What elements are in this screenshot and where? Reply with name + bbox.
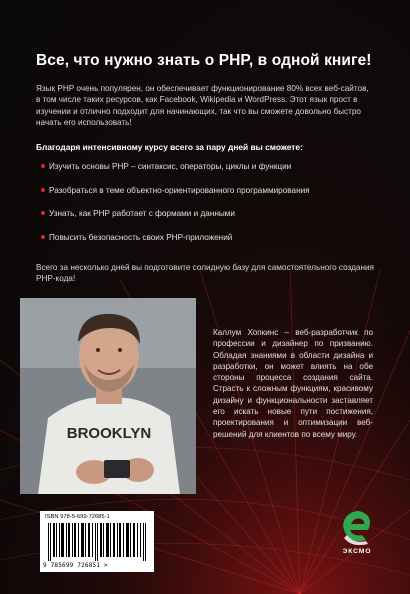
list-item-text: Изучить основы PHP – синтаксис, операторы, циклы и функции [49,162,292,171]
list-item [36,209,374,233]
isbn-barcode [40,511,154,572]
list-item [36,162,374,186]
feature-list [36,162,374,256]
list-item-text: Повысить безопасность своих PHP-приложений [49,232,233,242]
cover-headline: Все, что нужно знать о PHP, в одной книге! [36,52,372,69]
bullet-icon [41,235,45,239]
bullet-icon [41,164,45,168]
summary-paragraph: Всего за несколько дней вы подготовите солидную базу для самостоятельного создания PHP-кода! [36,263,374,284]
list-item-text: Разобраться в теме объектно-ориентированного программирования [49,185,310,195]
isbn-label: ISBN 978-5-699-72685-1 [45,514,110,520]
list-item [36,186,374,210]
author-photo [20,298,196,494]
author-portrait-illustration [20,298,196,494]
eksmo-logo-icon [338,508,376,548]
list-item-text: Узнать, как PHP работает с формами и данными [49,209,235,219]
features-lead: Благодаря интенсивному курсу всего за пару дней вы сможете: [36,142,303,152]
intro-paragraph: Язык PHP очень популярен, он обеспечивает функционирование 80% всех веб-сайтов, в том числе таких ресурсов, как Facebook, Wikipedia и WordPress. Этот язык прост в изучении и отлично подходит для начинающих, так что вы сможете довольно быстро начать его использовать! [36,84,369,128]
barcode-bars [48,523,146,561]
bullet-icon [41,211,45,215]
bullet-icon [41,188,45,192]
barcode-digits: 9 785699 726851 > [43,562,108,569]
publisher-name: ЭКСМО [342,548,372,555]
list-item [36,233,374,257]
author-bio: Каллум Хопкинс – веб-разработчик по профессии и дизайнер по призванию. Обладая знаниями в области дизайна и разработки, он может влиять на обе стороны процесса создания сайта. Страсть к сложным функциям, красивому дизайну и функциональности заставляет его искать новые пути постижения, проектирования и оптимизации веб-решений для клиентов по всему миру. [213,328,373,439]
shirt-print: BROOKLYN [66,425,152,442]
